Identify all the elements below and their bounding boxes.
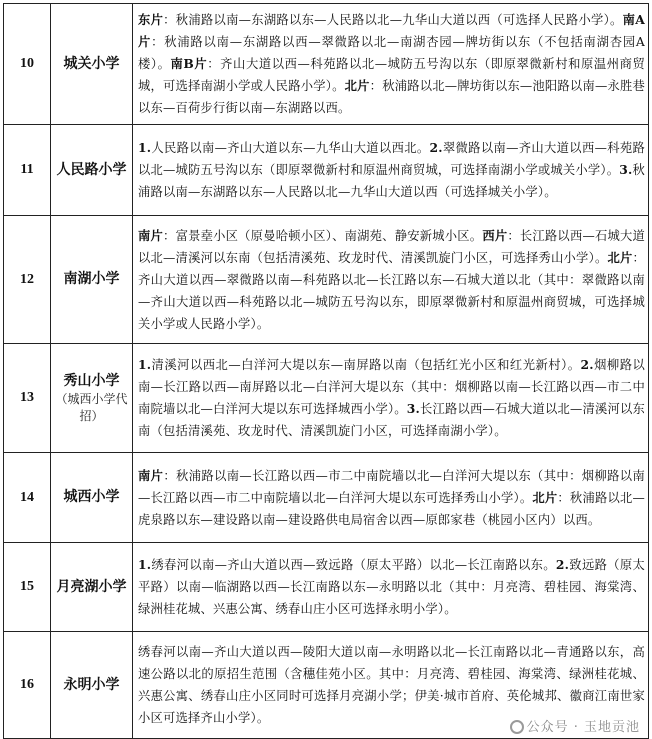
school-name: 城西小学 (51, 453, 133, 543)
area-text: ：齐山大道以西—翠微路以南—科苑路以北—长江路以东—石城大道以北（其中：翠微路以南—齐山大道以西—科苑路以北—城防五号沟以东，即原翠微新村和原温州商贸城，可选择城关小学或人民路小学）。 (138, 250, 646, 331)
district-description (133, 4, 649, 125)
district-description (133, 453, 649, 543)
row-number: 10 (4, 4, 51, 125)
area-label: 3. (406, 401, 421, 416)
table-row (4, 4, 649, 125)
area-label: 2. (555, 557, 570, 572)
area-text: ：秋浦路以南—东湖路以东—人民路以北—九华山大道以西（可选择人民路小学）。 (163, 13, 623, 27)
watermark-text: 公众号 · 玉地贡池 (526, 720, 640, 735)
area-label: 南B片 (170, 56, 208, 71)
area-label: 1. (138, 357, 152, 372)
area-text: 致远路（原太平路）以南—临湖路以西—长江南路以东—永明路以北（其中：月亮湾、碧桂园、海棠湾、绿洲桂花城、兴惠公寓、绣春山庄小区可选择永明小学）。 (138, 558, 646, 616)
area-label: 南片 (138, 467, 164, 483)
area-text: ：长江路以西—石城大道以北—清溪河以东南（包括清溪苑、玫龙时代、清溪凯旋门小区，可选择秀山小学）。 (138, 228, 646, 265)
area-label: 北片 (607, 249, 633, 265)
table-row (4, 453, 649, 543)
row-number: 16 (4, 632, 51, 739)
area-text: 长江路以西—石城大道以北—清溪河以东南（包括清溪苑、玫龙时代、清溪凯旋门小区，可选择南湖小学）。 (138, 402, 645, 438)
area-text: ：秋浦路以北—牌坊街以东—池阳路以南—永胜巷以东—百荷步行街以南—东湖路以西。 (138, 79, 645, 115)
area-text: 绣春河以南—齐山大道以西—致远路（原太平路）以北—长江南路以东。 (151, 558, 556, 572)
area-label: 南片 (138, 227, 164, 243)
area-text: 秋浦路以南—东湖路以东—人民路以北—九华山大道以西（可选择城关小学）。 (138, 163, 645, 199)
area-text: ：秋浦路以南—东湖路以西—翠微路以北—南湖杏园—牌坊街以东（不包括南湖杏园A楼）。 (138, 35, 646, 71)
school-name: 月亮湖小学 (51, 543, 133, 632)
table-row (4, 125, 649, 216)
area-label: 北片 (532, 489, 558, 505)
area-label: 1. (138, 140, 152, 155)
area-text: ：秋浦路以南—长江路以西—市二中南院墙以北—白洋河大堤以东（其中：烟柳路以南—长江路以西—市二中南院墙以北—白洋河大堤以东可选择秀山小学）。 (138, 468, 645, 505)
school-name-note: （城西小学代招） (55, 391, 128, 423)
school-name: 城关小学 (51, 4, 133, 125)
area-text: 清溪河以西北—白洋河大堤以东—南屏路以南（包括红光小区和红光新村）。 (151, 358, 581, 372)
area-label: 西片 (482, 227, 508, 243)
area-text: 绣春河以南—齐山大道以西—陵阳大道以南—永明路以北—长江南路以北—青通路以东，高速公路以北的原招生范围（含穗佳苑小区。其中：月亮湾、碧桂园、海棠湾、绿洲桂花城、兴惠公寓、绣春山庄小区同时可选择月亮湖小学；伊美·城市首府、英伦城邦、徽商江南世家小区可选择齐山小学）。 (138, 645, 645, 725)
wechat-logo-icon (510, 720, 524, 734)
area-text: ：秋浦路以北—虎泉路以东—建设路以南—建设路供电局宿舍以西—原郎家巷（桃园小区内）以西。 (138, 490, 645, 527)
watermark (508, 716, 642, 735)
school-district-table (3, 3, 649, 739)
area-text: 翠微路以南—齐山大道以西—科苑路以北—城防五号沟以东（即原翠微新村和原温州商贸城，可选择南湖小学或城关小学）。 (138, 141, 646, 177)
table-row (4, 543, 649, 632)
school-name-text: 秀山小学 (63, 372, 120, 389)
school-name: 南湖小学 (51, 216, 133, 344)
area-label: 北片 (344, 78, 370, 93)
district-description (133, 344, 649, 453)
area-text: ：富景㙓小区（原曼哈顿小区）、南湖苑、静安新城小区。 (163, 228, 483, 243)
area-label: 1. (138, 557, 152, 572)
school-name: 人民路小学 (51, 125, 133, 216)
school-name: 永明小学 (51, 632, 133, 739)
row-number: 13 (4, 344, 51, 453)
area-label: 2. (580, 357, 594, 372)
area-text: ：齐山大道以西—科苑路以北—城防五号沟以东（即原翠微新村和原温州商贸城，可选择南湖小学或人民路小学）。 (138, 57, 646, 93)
table-row (4, 216, 649, 344)
district-description (133, 125, 649, 216)
row-number: 11 (4, 125, 51, 216)
row-number: 14 (4, 453, 51, 543)
area-text: 人民路以南—齐山大道以东—九华山大道以西北。 (151, 141, 430, 155)
table-row (4, 344, 649, 453)
district-description (133, 216, 649, 344)
district-description (133, 543, 649, 632)
area-label: 东片 (138, 12, 164, 27)
area-label: 3. (619, 162, 633, 177)
school-name (51, 344, 133, 453)
row-number: 12 (4, 216, 51, 344)
area-text: 烟柳路以南—长江路以西—南屏路以北—白洋河大堤以东（其中：烟柳路以南—长江路以西—市二中南院墙以北—白洋河大堤以东可选择城西小学）。 (138, 358, 645, 416)
row-number: 15 (4, 543, 51, 632)
area-label: 2. (429, 140, 443, 155)
area-label: 南A片 (138, 12, 645, 49)
